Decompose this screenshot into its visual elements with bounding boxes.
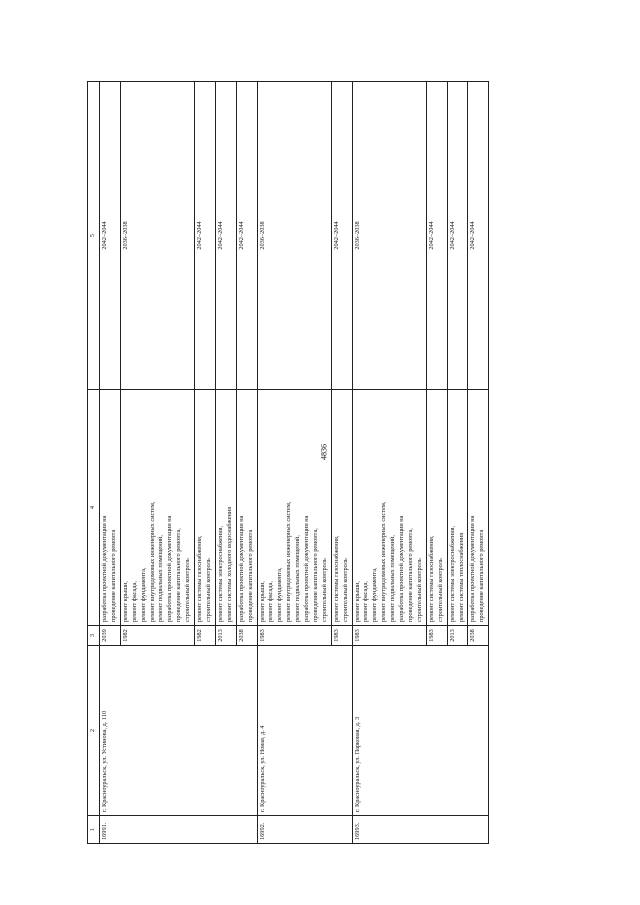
year-cell: 1983 [331, 626, 352, 646]
work-item: ремонт системы электроснабжения, [216, 525, 224, 622]
period-cell: 2042–2044 [447, 82, 468, 390]
period-cell: 2042–2044 [100, 82, 121, 390]
works-cell [331, 390, 352, 626]
table-body [100, 82, 489, 844]
work-item: ремонт подвальных помещений, [389, 535, 397, 622]
works-cell [352, 390, 426, 626]
year-cell: 2013 [447, 626, 468, 646]
period-cell: 2042–2044 [331, 82, 352, 390]
works-cell [100, 390, 121, 626]
work-item: ремонт системы газоснабжения, [332, 535, 340, 622]
works-cell [195, 390, 216, 626]
work-item: ремонт системы электроснабжения, [448, 525, 456, 622]
table-row [257, 82, 331, 844]
work-item: проведение капитального ремонта, [175, 528, 183, 622]
year-cell: 2013 [215, 626, 236, 646]
work-item: проведение капитального ремонта, [407, 528, 414, 622]
works-cell [447, 390, 468, 626]
year-cell: 1982 [120, 626, 194, 646]
works-cell [257, 390, 331, 626]
year-cell: 2039 [100, 626, 121, 646]
period-cell: 2042–2044 [468, 82, 489, 390]
period-cell: 2036–2038 [120, 82, 194, 390]
building-address: г. Красноуральск, ул. Парковая, д. 3 [352, 646, 489, 816]
work-item: ремонт внутридомовых инженерных систем, [285, 501, 293, 622]
period-cell: 2036–2038 [257, 82, 331, 390]
building-address: г. Красноуральск, ул. Новая, д. 4 [257, 646, 352, 816]
work-item: ремонт системы газоснабжения, [196, 535, 204, 622]
works-cell [215, 390, 236, 626]
year-cell: 1982 [195, 626, 216, 646]
header-col-4: 4 [88, 390, 100, 626]
header-col-3: 3 [88, 626, 100, 646]
work-item: ремонт крыши, [258, 580, 266, 622]
work-item: проведение капитального ремонта [109, 529, 117, 622]
work-item: ремонт крыши, [121, 580, 129, 622]
work-item: проведение капитального ремонта [246, 529, 254, 622]
table-row [100, 82, 121, 844]
building-address: г. Красноуральск, ул. Устинова, д. 110 [100, 646, 258, 816]
work-item: ремонт фундамента, [276, 567, 284, 622]
work-item: строительный контроль [436, 558, 444, 622]
work-item: ремонт фундамента, [139, 567, 147, 622]
works-cell [426, 390, 447, 626]
work-item: ремонт системы теплоснабжения [457, 532, 465, 622]
work-item: ремонт подвальных помещений, [294, 535, 302, 622]
work-item: строительный контроль [184, 558, 192, 622]
row-number: 16991. [100, 816, 258, 844]
repair-schedule-table-wrapper [87, 82, 589, 844]
work-item: ремонт крыши, [353, 580, 361, 622]
work-item: ремонт фундамента, [371, 567, 379, 622]
page-number-text: 4836 [319, 444, 329, 460]
row-number: 16993. [352, 816, 489, 844]
year-cell: 1983 [257, 626, 331, 646]
work-item: ремонт системы холодного водоснабжения [225, 506, 233, 622]
works-cell [468, 390, 489, 626]
work-item: строительный контроль [204, 558, 212, 622]
period-cell: 2042–2044 [236, 82, 257, 390]
period-cell: 2042–2044 [195, 82, 216, 390]
work-item: ремонт подвальных помещений, [157, 535, 165, 622]
period-cell: 2042–2044 [426, 82, 447, 390]
table-row [352, 82, 426, 844]
work-item: разработка проектной документации на [303, 515, 311, 622]
work-item: проведение капитального ремонта, [311, 528, 319, 622]
repair-schedule-table [87, 81, 489, 844]
work-item: строительный контроль [341, 558, 349, 622]
work-item: ремонт фасада, [267, 581, 275, 622]
work-item: разработка проектной документации на [469, 515, 477, 622]
work-item: разработка проектной документации на [166, 515, 174, 622]
work-item: строительный контроль [415, 558, 423, 622]
period-cell: 2036–2038 [352, 82, 426, 390]
work-item: ремонт фасада, [130, 581, 138, 622]
work-item: ремонт фасада, [362, 581, 370, 622]
work-item: ремонт внутридомовых инженерных систем, [380, 501, 388, 622]
year-cell: 2038 [468, 626, 489, 646]
work-item: ремонт системы газоснабжения, [427, 535, 435, 622]
work-item: разработка проектной документации на [398, 515, 406, 622]
work-item: ремонт внутридомовых инженерных систем, [148, 501, 156, 622]
header-col-1: 1 [88, 816, 100, 844]
year-cell: 2038 [236, 626, 257, 646]
work-item: проведение капитального ремонта [478, 529, 486, 622]
work-item: разработка проектной документации на [237, 515, 245, 622]
work-item: строительный контроль [320, 558, 328, 622]
works-cell [120, 390, 194, 626]
header-row [88, 82, 100, 844]
year-cell: 1983 [426, 626, 447, 646]
work-item: разработка проектной документации на [101, 515, 108, 622]
period-cell: 2042–2044 [215, 82, 236, 390]
year-cell: 1983 [352, 626, 426, 646]
header-col-2: 2 [88, 646, 100, 816]
repair-schedule-table-rotated [87, 82, 589, 844]
works-cell [236, 390, 257, 626]
header-col-5: 5 [88, 82, 100, 390]
row-number: 16992. [257, 816, 352, 844]
